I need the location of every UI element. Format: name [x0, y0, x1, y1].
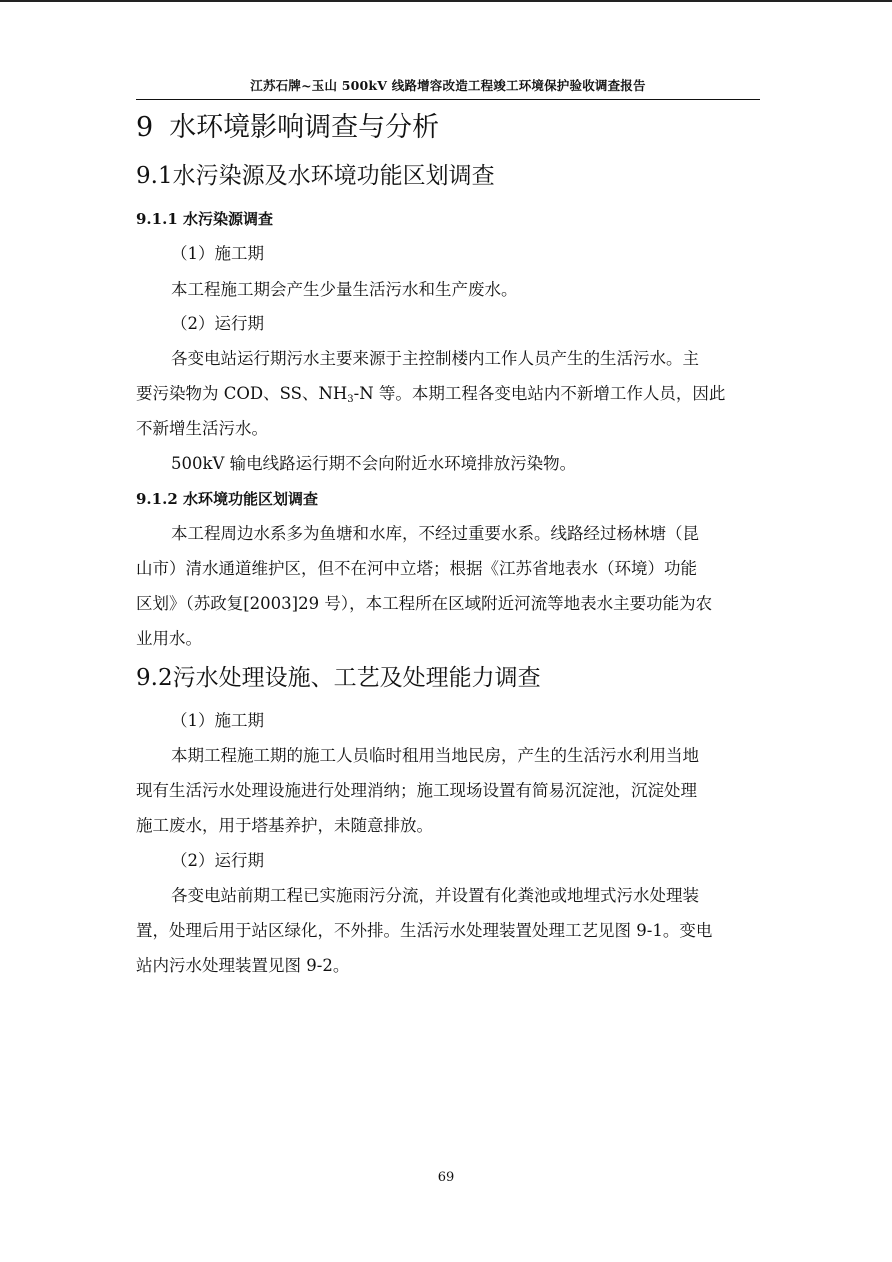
subsection-heading-9-1-2: 9.1.2 水环境功能区划调查 [136, 490, 318, 508]
paragraph-zoning-line-2: 山市）清水通道维护区，但不在河中立塔；根据《江苏省地表水（环境）功能 [136, 559, 697, 578]
chapter-title: 水环境影响调查与分析 [169, 112, 440, 143]
section-heading-9-1: 9.1水污染源及水环境功能区划调查 [136, 163, 495, 189]
page-top-border [0, 0, 892, 2]
paragraph-operation-treatment-line-3: 站内污水处理装置见图 9-2。 [136, 956, 350, 975]
paragraph-construction-treatment-line-1: 本期工程施工期的施工人员临时租用当地民房，产生的生活污水利用当地 [171, 746, 699, 765]
subsection-heading-9-1-1: 9.1.1 水污染源调查 [136, 210, 273, 228]
paragraph-zoning-line-4: 业用水。 [136, 629, 202, 648]
paragraph-operation-line-3: 不新增生活污水。 [136, 419, 268, 438]
paragraph-operation-line-2 [136, 382, 725, 412]
paragraph-construction-period-label: （1）施工期 [171, 244, 264, 263]
paragraph-operation-treatment-line-1: 各变电站前期工程已实施雨污分流，并设置有化粪池或地埋式污水处理装 [171, 886, 699, 905]
paragraph-operation-line-1: 各变电站运行期污水主要来源于主控制楼内工作人员产生的生活污水。主 [171, 349, 699, 368]
paragraph-construction-text: 本工程施工期会产生少量生活污水和生产废水。 [171, 280, 518, 299]
chapter-number: 9 [136, 112, 154, 143]
paragraph-construction-treatment-line-2: 现有生活污水处理设施进行处理消纳；施工现场设置有简易沉淀池，沉淀处理 [136, 781, 697, 800]
header-rule [136, 99, 760, 100]
running-header: 江苏石牌~玉山 500kV 线路增容改造工程竣工环境保护验收调查报告 [250, 78, 646, 93]
paragraph-construction-treatment-line-3: 施工废水，用于塔基养护，未随意排放。 [136, 816, 433, 835]
paragraph-construction-period-label-2: （1）施工期 [171, 711, 264, 730]
page-number: 69 [437, 1170, 455, 1185]
paragraph-operation-treatment-line-2: 置，处理后用于站区绿化，不外排。生活污水处理装置处理工艺见图 9-1。变电 [136, 921, 713, 940]
text-fragment: 要污染物为 COD、SS、NH [136, 384, 348, 403]
paragraph-transmission-line: 500kV 输电线路运行期不会向附近水环境排放污染物。 [171, 454, 577, 473]
text-fragment: -N 等。本期工程各变电站内不新增工作人员，因此 [353, 384, 726, 403]
paragraph-operation-period-label: （2）运行期 [171, 314, 264, 333]
paragraph-zoning-line-1: 本工程周边水系多为鱼塘和水库，不经过重要水系。线路经过杨林塘（昆 [171, 524, 699, 543]
paragraph-operation-period-label-2: （2）运行期 [171, 851, 264, 870]
paragraph-zoning-line-3: 区划》（苏政复[2003]29 号），本工程所在区域附近河流等地表水主要功能为农 [136, 594, 713, 613]
section-heading-9-2: 9.2污水处理设施、工艺及处理能力调查 [136, 665, 541, 691]
chapter-heading [136, 108, 439, 148]
subscript-3: 3 [347, 394, 354, 405]
